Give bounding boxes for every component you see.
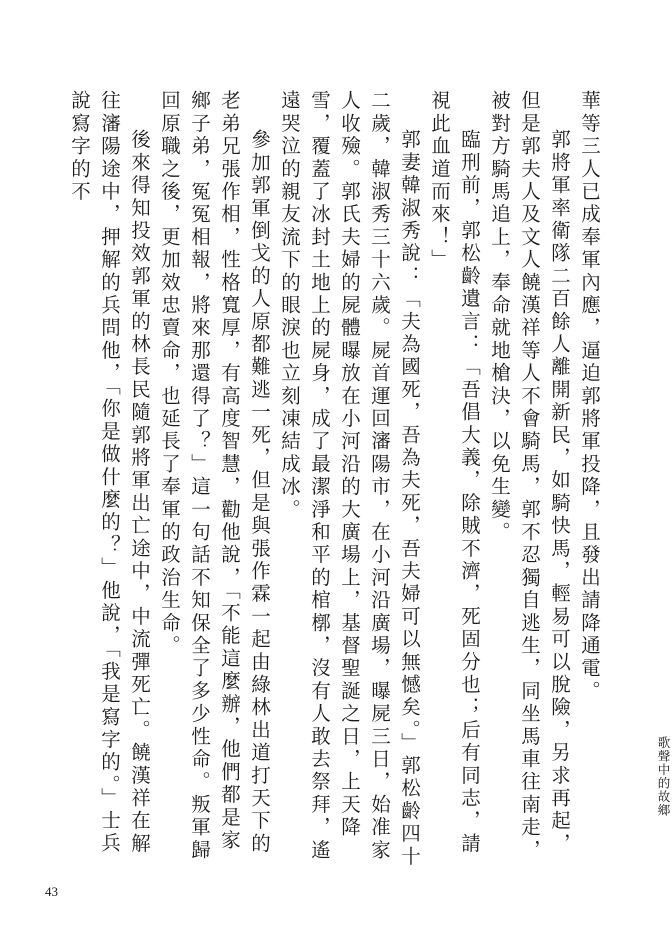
body-text-column [68,90,604,870]
paragraph-4: 郭妻韓淑秀說：「夫為國死，吾為夫死，吾夫婦可以無憾矣。」郭松齡四十二歲，韓淑秀三十六歲。屍首運回瀋陽市，在小河沿廣場，曝屍三日，始准家人收殮。郭氏夫婦的屍體曝放在小河沿的大廣場上，基督聖誕之日，上天降雪，覆蓋了冰封土地上的屍身，成了最潔淨和平的棺槨，沒有人敢去祭拜，遙遠哭泣的親友流下的眼淚也立刻凍結成冰。 [278,90,421,869]
paragraph-5: 參加郭軍倒戈的人原都難逃一死，但是與張作霖一起由綠林出道打天下的老弟兄張作相，性格寬厚，有高度智慧，勸他說，「不能這麼辦，他們都是家鄉子弟，冤冤相報，將來那還得了？」這一句話不知保全了多少性命。叛軍歸回原職之後，更加效忠賣命，也延長了奉軍的政治生命。 [158,90,271,862]
paragraph-1: 華等三人已成奉軍內應，逼迫郭將軍投降，且發出請降通電。 [578,90,601,703]
paragraph-6: 後來得知投效郭軍的林長民隨郭將軍出亡途中，中流彈死亡。饒漢祥在解往瀋陽途中，押解的兵問他，「你是做什麼的？」他說，「我是寫字的。」士兵說寫字的不 [68,90,151,856]
running-head: 歌聲中的故鄉 [656,736,671,817]
page-number: 43 [45,884,58,899]
paragraph-2: 郭將軍率衛隊二百餘人離開新民，如騎快馬，輕易可以脫險，另求再起，但是郭夫人及文人饒漢祥等人不會騎馬，郭不忍獨自逃生，同坐馬車往南走，被對方騎馬追上，奉命就地槍決，以免生變。 [488,90,571,862]
paragraph-3: 臨刑前，郭松齡遺言：「吾倡大義，除賊不濟，死固分也；后有同志，請視此血道而來！」 [428,90,481,856]
